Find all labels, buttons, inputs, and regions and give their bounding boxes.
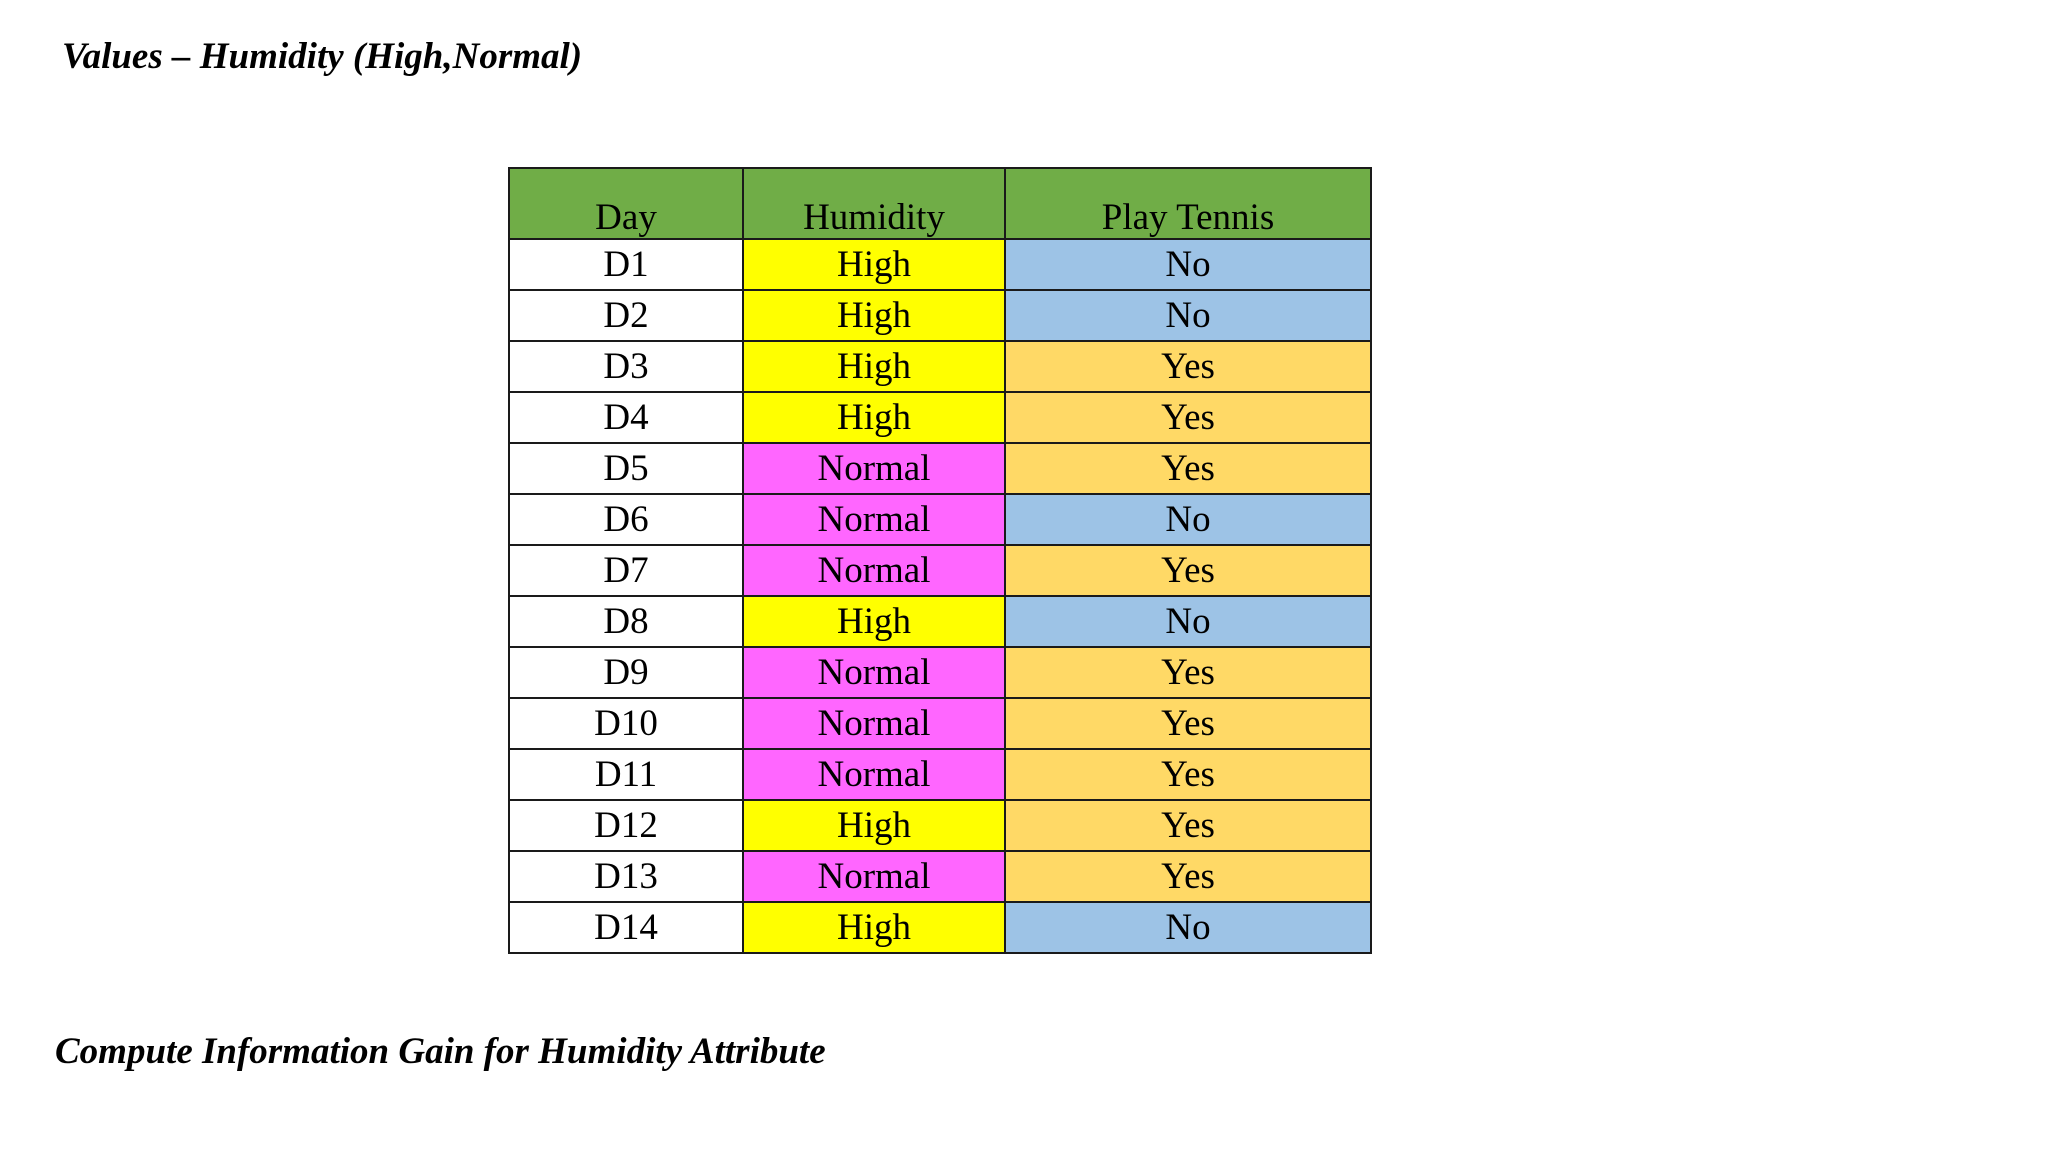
play-tennis-cell: Yes <box>1005 851 1371 902</box>
header-day: Day <box>509 168 743 239</box>
day-cell: D12 <box>509 800 743 851</box>
table-row <box>509 392 1371 443</box>
day-cell: D6 <box>509 494 743 545</box>
day-cell: D4 <box>509 392 743 443</box>
play-tennis-cell: Yes <box>1005 443 1371 494</box>
play-tennis-cell: Yes <box>1005 647 1371 698</box>
header-row <box>509 168 1371 239</box>
table-row <box>509 239 1371 290</box>
day-cell: D8 <box>509 596 743 647</box>
page-title: Values – Humidity (High,Normal) <box>62 36 583 77</box>
humidity-cell: Normal <box>743 851 1005 902</box>
day-cell: D9 <box>509 647 743 698</box>
humidity-cell: High <box>743 902 1005 953</box>
play-tennis-cell: Yes <box>1005 749 1371 800</box>
play-tennis-cell: No <box>1005 494 1371 545</box>
day-cell: D1 <box>509 239 743 290</box>
humidity-cell: Normal <box>743 749 1005 800</box>
humidity-cell: Normal <box>743 698 1005 749</box>
table-row <box>509 443 1371 494</box>
humidity-cell: High <box>743 341 1005 392</box>
humidity-play-tennis-table <box>508 167 1372 954</box>
table-row <box>509 749 1371 800</box>
play-tennis-cell: Yes <box>1005 392 1371 443</box>
humidity-cell: High <box>743 596 1005 647</box>
humidity-cell: High <box>743 800 1005 851</box>
humidity-cell: High <box>743 239 1005 290</box>
day-cell: D2 <box>509 290 743 341</box>
table-row <box>509 290 1371 341</box>
table-row <box>509 596 1371 647</box>
day-cell: D11 <box>509 749 743 800</box>
day-cell: D14 <box>509 902 743 953</box>
humidity-cell: Normal <box>743 494 1005 545</box>
table-row <box>509 545 1371 596</box>
day-cell: D3 <box>509 341 743 392</box>
table-row <box>509 341 1371 392</box>
humidity-cell: Normal <box>743 545 1005 596</box>
task-instruction: Compute Information Gain for Humidity Attribute <box>55 1031 826 1072</box>
day-cell: D7 <box>509 545 743 596</box>
play-tennis-cell: No <box>1005 239 1371 290</box>
day-cell: D5 <box>509 443 743 494</box>
table-header <box>509 168 1371 239</box>
play-tennis-cell: No <box>1005 290 1371 341</box>
table-row <box>509 494 1371 545</box>
play-tennis-cell: Yes <box>1005 545 1371 596</box>
play-tennis-cell: Yes <box>1005 800 1371 851</box>
humidity-cell: Normal <box>743 443 1005 494</box>
humidity-cell: High <box>743 392 1005 443</box>
table-row <box>509 902 1371 953</box>
humidity-cell: High <box>743 290 1005 341</box>
play-tennis-cell: Yes <box>1005 698 1371 749</box>
table-row <box>509 647 1371 698</box>
day-cell: D13 <box>509 851 743 902</box>
play-tennis-cell: No <box>1005 596 1371 647</box>
humidity-cell: Normal <box>743 647 1005 698</box>
play-tennis-cell: No <box>1005 902 1371 953</box>
table-row <box>509 800 1371 851</box>
table-row <box>509 698 1371 749</box>
header-play-tennis: Play Tennis <box>1005 168 1371 239</box>
day-cell: D10 <box>509 698 743 749</box>
table-row <box>509 851 1371 902</box>
header-humidity: Humidity <box>743 168 1005 239</box>
table-body <box>509 239 1371 953</box>
play-tennis-cell: Yes <box>1005 341 1371 392</box>
